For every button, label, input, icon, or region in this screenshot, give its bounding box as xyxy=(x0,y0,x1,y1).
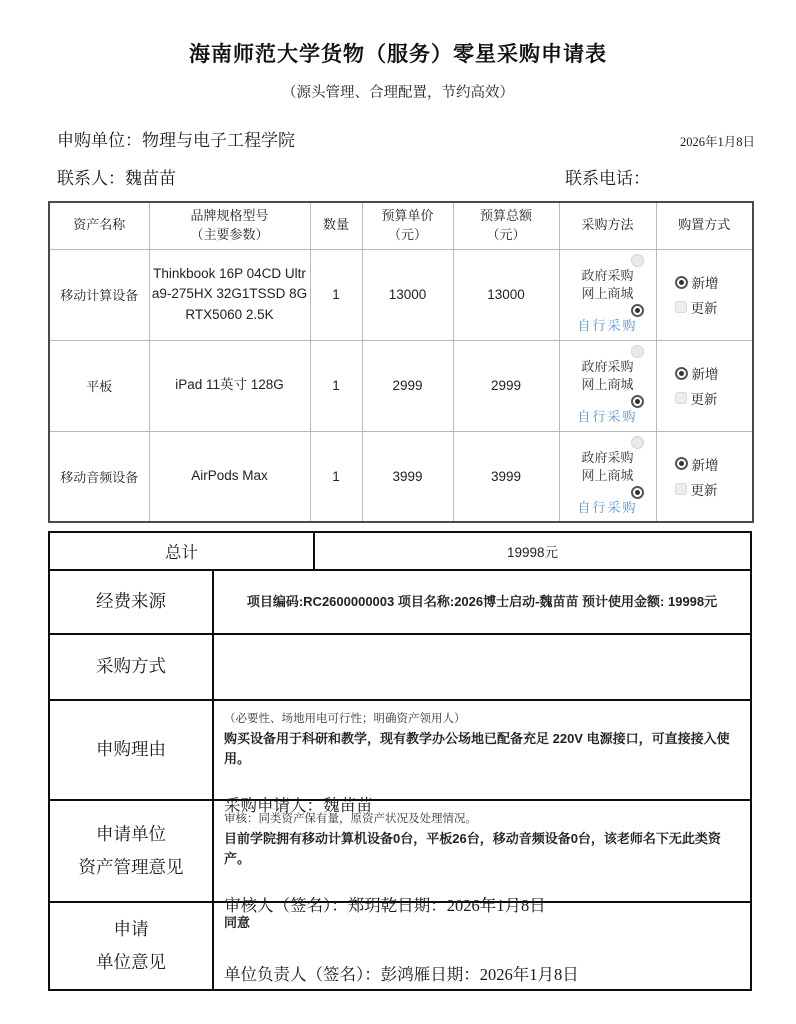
page-subtitle: （源头管理、合理配置，节约高效） xyxy=(282,85,514,101)
purchase-reason-body xyxy=(214,701,750,815)
purchase-mode-cell xyxy=(656,340,753,431)
funding-source-label: 经费来源 xyxy=(50,571,214,633)
col-header-purchase-mode: 购置方式 xyxy=(656,202,753,249)
self-procurement-label[interactable]: 自行采购 xyxy=(577,317,638,333)
asset-name-cell: 平板 xyxy=(49,340,149,431)
unit-opinion-label: 申请 单位意见 xyxy=(50,903,214,989)
spec-cell: iPad 11英寸 128G xyxy=(149,340,310,431)
mode-add-radio[interactable] xyxy=(675,457,688,470)
purchase-mode-cell xyxy=(656,431,753,522)
unit-price-cell: 13000 xyxy=(362,249,453,340)
total-row xyxy=(49,532,751,570)
gov-procurement-label-2[interactable]: 网上商城 xyxy=(581,467,634,483)
unit-opinion-content: 同意 xyxy=(224,915,251,930)
purchase-reason-row xyxy=(50,699,750,815)
asset-management-opinion-label: 申请单位 资产管理意见 xyxy=(50,801,214,901)
mode-add-label[interactable]: 新增 xyxy=(691,276,719,291)
col-header-unit-price: 预算单价 （元） xyxy=(362,202,453,249)
unit-head-signature: 单位负责人（签名）：彭鸿雁日期：2026年1月8日 xyxy=(224,964,579,984)
spec-cell: AirPods Max xyxy=(149,431,310,522)
gov-procurement-label[interactable]: 政府采购 xyxy=(581,268,634,284)
mode-update-radio[interactable] xyxy=(675,301,687,313)
total-table xyxy=(48,531,752,571)
form-header-info xyxy=(57,126,755,186)
gov-procurement-label-2[interactable]: 网上商城 xyxy=(581,377,634,393)
unit-opinion-body xyxy=(214,903,750,989)
gov-procurement-radio[interactable] xyxy=(631,345,644,358)
page-title: 海南师范大学货物（服务）零星采购申请表 xyxy=(189,43,607,66)
purchase-reason-label: 申购理由 xyxy=(50,701,214,799)
unit-opinion-row xyxy=(50,901,750,989)
table-row xyxy=(49,249,753,340)
contact-person: 联系人：魏苗苗 xyxy=(57,169,176,188)
spec-cell: Thinkbook 16P 04CD Ultra9-275HX 32G1TSSD 8G RTX5060 2.5K xyxy=(149,249,310,340)
self-procurement-label[interactable]: 自行采购 xyxy=(577,499,638,515)
qty-cell: 1 xyxy=(310,249,362,340)
gov-procurement-label[interactable]: 政府采购 xyxy=(581,449,634,465)
lower-sections xyxy=(48,571,752,991)
asset-review-note: 审核：同类资产保有量，原资产状况及处理情况。 xyxy=(224,813,477,825)
qty-cell: 1 xyxy=(310,340,362,431)
self-procurement-radio[interactable] xyxy=(631,304,644,317)
qty-cell: 1 xyxy=(310,431,362,522)
funding-source-content: 项目编码:RC2600000003 项目名称:2026博士启动-魏苗苗 预计使用金额: 19998元 xyxy=(246,594,718,609)
mode-add-label[interactable]: 新增 xyxy=(691,367,719,382)
total-price-cell: 3999 xyxy=(453,431,559,522)
mode-update-radio[interactable] xyxy=(675,483,687,495)
gov-procurement-radio[interactable] xyxy=(631,254,644,267)
self-procurement-radio[interactable] xyxy=(631,486,644,499)
unit-price-cell: 3999 xyxy=(362,431,453,522)
asset-name-cell: 移动音频设备 xyxy=(49,431,149,522)
self-procurement-radio[interactable] xyxy=(631,395,644,408)
purchase-reason-note: （必要性、场地用电可行性；明确资产领用人） xyxy=(224,713,466,725)
header-line-1 xyxy=(57,126,755,151)
mode-update-label[interactable]: 更新 xyxy=(690,301,718,316)
form-date: 2026年1月8日 xyxy=(679,135,755,149)
gov-procurement-radio[interactable] xyxy=(631,436,644,449)
purchase-applicant: 采购申请人：魏苗苗 xyxy=(224,796,373,815)
header-line-2 xyxy=(57,164,755,186)
mode-add-radio[interactable] xyxy=(675,276,688,289)
table-row xyxy=(49,340,753,431)
purchase-mode-cell xyxy=(656,249,753,340)
contact-phone-label: 联系电话： xyxy=(565,169,650,188)
unit-price-cell: 2999 xyxy=(362,340,453,431)
purchase-reason-content: 购买设备用于科研和教学，现有教学办公场地已配备充足 220V 电源接口，可直接接入使用。 xyxy=(224,731,730,766)
asset-reviewer-signature: 审核人（签名）：郑玥乾日期：2026年1月8日 xyxy=(224,896,546,915)
procurement-type-label: 采购方式 xyxy=(50,635,214,699)
col-header-asset-name: 资产名称 xyxy=(49,202,149,249)
procurement-method-cell xyxy=(559,431,656,522)
funding-source-row xyxy=(50,571,750,633)
total-label: 总计 xyxy=(49,532,314,570)
asset-management-opinion-body xyxy=(214,801,750,915)
total-price-cell: 13000 xyxy=(453,249,559,340)
items-table-header-row xyxy=(49,202,753,249)
asset-review-content: 目前学院拥有移动计算机设备0台，平板26台，移动音频设备0台，该老师名下无此类资产。 xyxy=(224,831,721,866)
self-procurement-label[interactable]: 自行采购 xyxy=(577,408,638,424)
funding-source-body xyxy=(214,571,750,633)
col-header-qty: 数量 xyxy=(310,202,362,249)
mode-add-label[interactable]: 新增 xyxy=(691,457,719,473)
procurement-type-row xyxy=(50,633,750,699)
applicant-unit: 申购单位：物理与电子工程学院 xyxy=(57,131,295,150)
mode-update-label[interactable]: 更新 xyxy=(690,392,718,407)
mode-update-radio[interactable] xyxy=(675,392,687,404)
total-price-cell: 2999 xyxy=(453,340,559,431)
procurement-type-body xyxy=(214,635,750,699)
items-table xyxy=(48,201,754,523)
col-header-total: 预算总额 （元） xyxy=(453,202,559,249)
procurement-method-cell xyxy=(559,249,656,340)
gov-procurement-label-2[interactable]: 网上商城 xyxy=(581,286,634,302)
table-row xyxy=(49,431,753,522)
asset-management-opinion-row xyxy=(50,799,750,915)
mode-add-radio[interactable] xyxy=(675,367,688,380)
col-header-spec: 品牌规格型号 （主要参数） xyxy=(149,202,310,249)
mode-update-label[interactable]: 更新 xyxy=(690,482,718,498)
gov-procurement-label[interactable]: 政府采购 xyxy=(581,359,634,375)
total-value: 19998元 xyxy=(506,545,559,560)
asset-name-cell: 移动计算设备 xyxy=(49,249,149,340)
procurement-method-cell xyxy=(559,340,656,431)
col-header-procurement-method: 采购方法 xyxy=(559,202,656,249)
